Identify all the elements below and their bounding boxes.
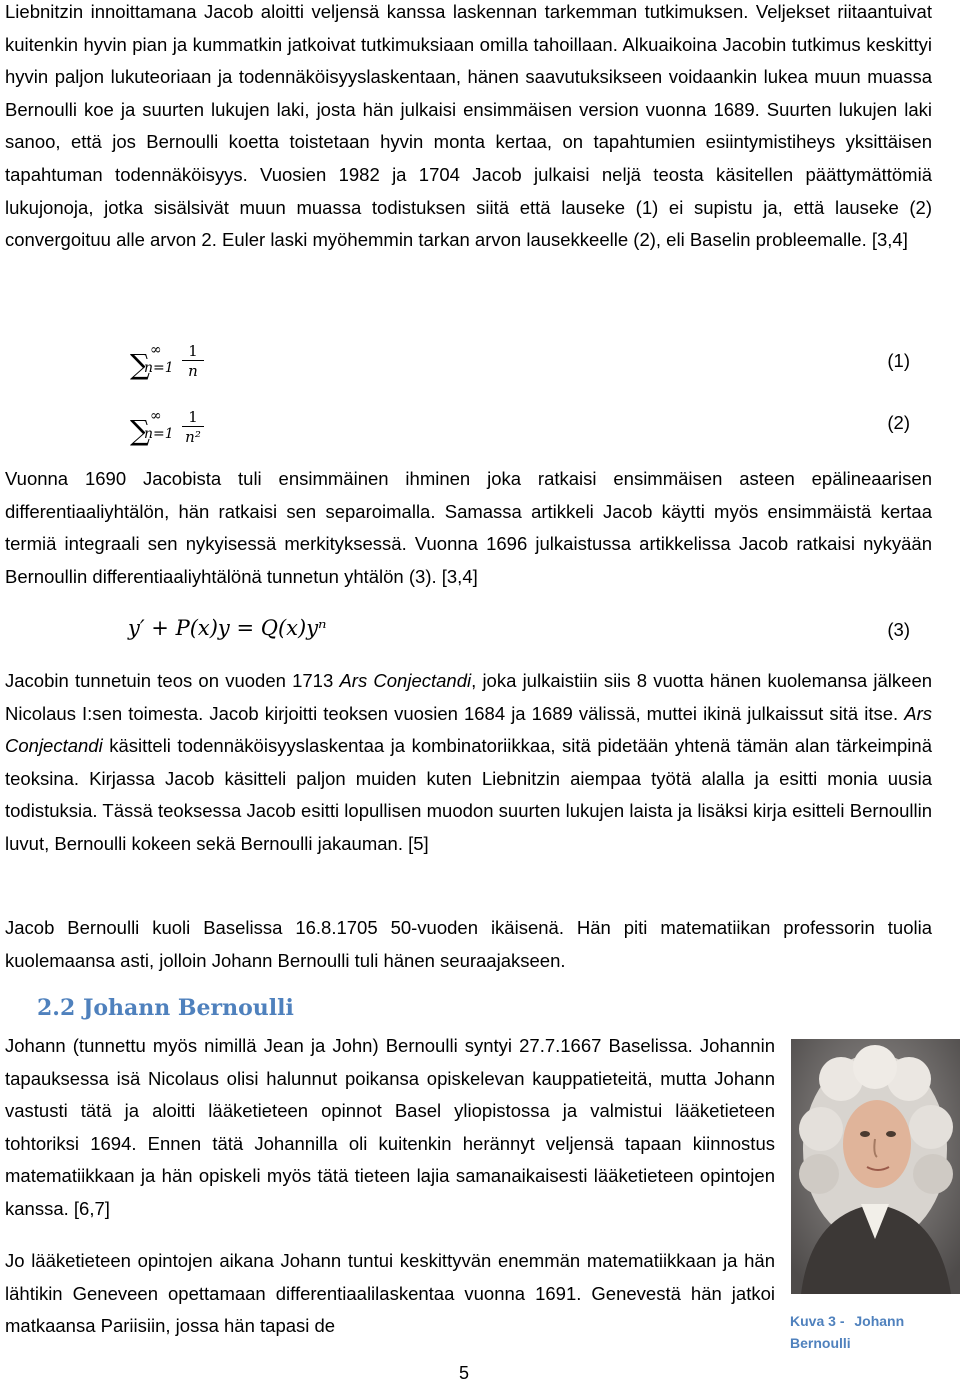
section-number: 2.2 (37, 995, 76, 1021)
paragraph-jacob-research: Liebnitzin innoittamana Jacob aloitti veljensä kanssa laskennan tarkemman tutkimuksen. Veljekset riitaantuivat kuitenkin hyvin pian ja kummatkin jatkoivat tutkimuksiaan omilla tahoillaan. Alkuaikoina Jacobin tutkimus keskittyi hyvin paljon lukuteoriaan ja todennäköisyyslaskentaan, hänen saavutuksikseen voidaankin lukea muun muassa Bernoulli koe ja suurten lukujen laki, josta hän julkaisi ensimmäisen version vuonna 1689. Suurten lukujen laki sanoo, että jos Bernoulli koetta toistetaan hyvin monta kertaa, on tapahtumien esiintymistiheys yksittäisen tapahtuman todennäköisyys. Vuosien 1982 ja 1704 Jacob julkaisi neljä teosta käsitellen päättymättömiä lukujonoja, jotka sisälsivät muun muassa todistuksen siitä että lauseke (1) ei supistu ja, että lauseke (2) convergoituu alle arvon 2. Euler laski myöhemmin tarkan arvon lausekkeelle (2), eli Baselin probleemalle. [3,4] (5, 1, 932, 251)
page-number: 5 (459, 1363, 470, 1383)
equation-2-number: (2) (887, 412, 910, 433)
sum-lower-limit: n=1 (144, 426, 174, 442)
johann-bernoulli-portrait (791, 1039, 960, 1294)
paragraph-differential-equation: Vuonna 1690 Jacobista tuli ensimmäinen ihminen joka ratkaisi ensimmäisen asteen epälineaarisen differentiaaliyhtälön, hän ratkaisi sen separoimalla. Samassa artikkeli Jacob käytti myös ensimmäistä kertaa termiä integraali sen nykyisessä merkityksessä. Vuonna 1696 julkaistussa artikkelissa Jacob ratkaisi nykyään Bernoullin differentiaaliyhtälönä tunnetun yhtälön (3). [3,4] (5, 468, 932, 587)
caption-label: Kuva 3 (790, 1313, 836, 1329)
paragraph-johann-studies: Jo lääketieteen opintojen aikana Johann tuntui keskittyvän enemmän matematiikkaan ja hän lähtikin Geneveen opettamaan differentiaalilaskentaa vuonna 1691. Genevestä hän jatkoi matkaansa Pariisiin, jossa hän tapasi de (5, 1250, 775, 1337)
paragraph-johann-intro: Johann (tunnettu myös nimillä Jean ja John) Bernoulli syntyi 27.7.1667 Baselissa. Johannin tapauksessa isä Nicolaus olisi halunnut poikansa opiskelevan kauppatieteitä, mutta Johann vastusti tätä ja aloitti lääketieteen opinnot Basel yliopistossa ja valmistui lääketieteen tohtoriksi 1694. Ennen tätä Johannilla oli kuitenkin herännyt veljensä tapaan kiinnostus matematiikkaan ja hän opiskeli myös tätä tieteen lajia samanaikaisesti lääketieteen opintojen kanssa. [6,7] (5, 1035, 775, 1219)
text-run: käsitteli todennäköisyyslaskentaa ja kombinatoriikkaa, sitä pidetään yhtenä tämän alan tärkeimpinä teoksina. Kirjassa Jacob käsitteli paljon muiden kuten Liebnitzin aiempaa työtä alalla ja esitti monia uusia todistuksia. Tässä teoksessa Jacob esitti lopullisen muodon suurten lukujen laista ja lisäksi kirja esitteli Bernoullin luvut, Bernoulli kokeen sekä Bernoulli jakauman. [5] (5, 735, 932, 854)
equation-3-number: (3) (887, 619, 910, 640)
book-title: Ars Conjectandi (5, 702, 932, 757)
fraction-numerator: 1 (182, 408, 204, 427)
paragraph-jacob-death: Jacob Bernoulli kuoli Baselissa 16.8.1705 50-vuoden ikäisenä. Hän piti matematiikan professorin tuolia kuolemaansa asti, jolloin Johann Bernoulli tuli hänen seuraajakseen. (5, 917, 932, 971)
caption-text: Johann Bernoulli (790, 1313, 905, 1351)
text-run: Jacobin tunnetuin teos on vuoden 1713 (5, 670, 340, 691)
equation-1-number: (1) (887, 350, 910, 371)
equation-1 (130, 342, 250, 384)
sigma-symbol: ∑ (130, 348, 150, 381)
sum-upper-limit: ∞ (150, 408, 162, 424)
book-title: Ars Conjectandi (339, 670, 472, 691)
text-run: , joka julkaistiin siis 8 vuotta hänen kuolemansa jälkeen Nicolaus I:sen toimesta. Jacob kirjoitti teoksen vuosien 1684 ja 1689 välissä, muttei ikinä julkaissut sitä itse. (5, 670, 933, 724)
fraction (182, 342, 204, 381)
portrait-illustration (791, 1039, 960, 1294)
fraction-denominator: n² (185, 428, 201, 446)
fraction (182, 408, 204, 447)
section-title: Johann Bernoulli (82, 995, 294, 1021)
figure-caption (790, 1310, 950, 1354)
equation-2 (130, 408, 250, 450)
equation-3: y′ + P(x)y = Q(x)yⁿ (128, 616, 327, 640)
fraction-denominator: n (188, 362, 198, 380)
sigma-symbol: ∑ (130, 414, 150, 447)
paragraph-ars-conjectandi (5, 665, 932, 861)
sum-upper-limit: ∞ (150, 342, 162, 358)
fraction-numerator: 1 (182, 342, 204, 361)
caption-separator: - (839, 1313, 851, 1329)
section-heading (37, 995, 294, 1021)
sum-lower-limit: n=1 (144, 360, 174, 376)
